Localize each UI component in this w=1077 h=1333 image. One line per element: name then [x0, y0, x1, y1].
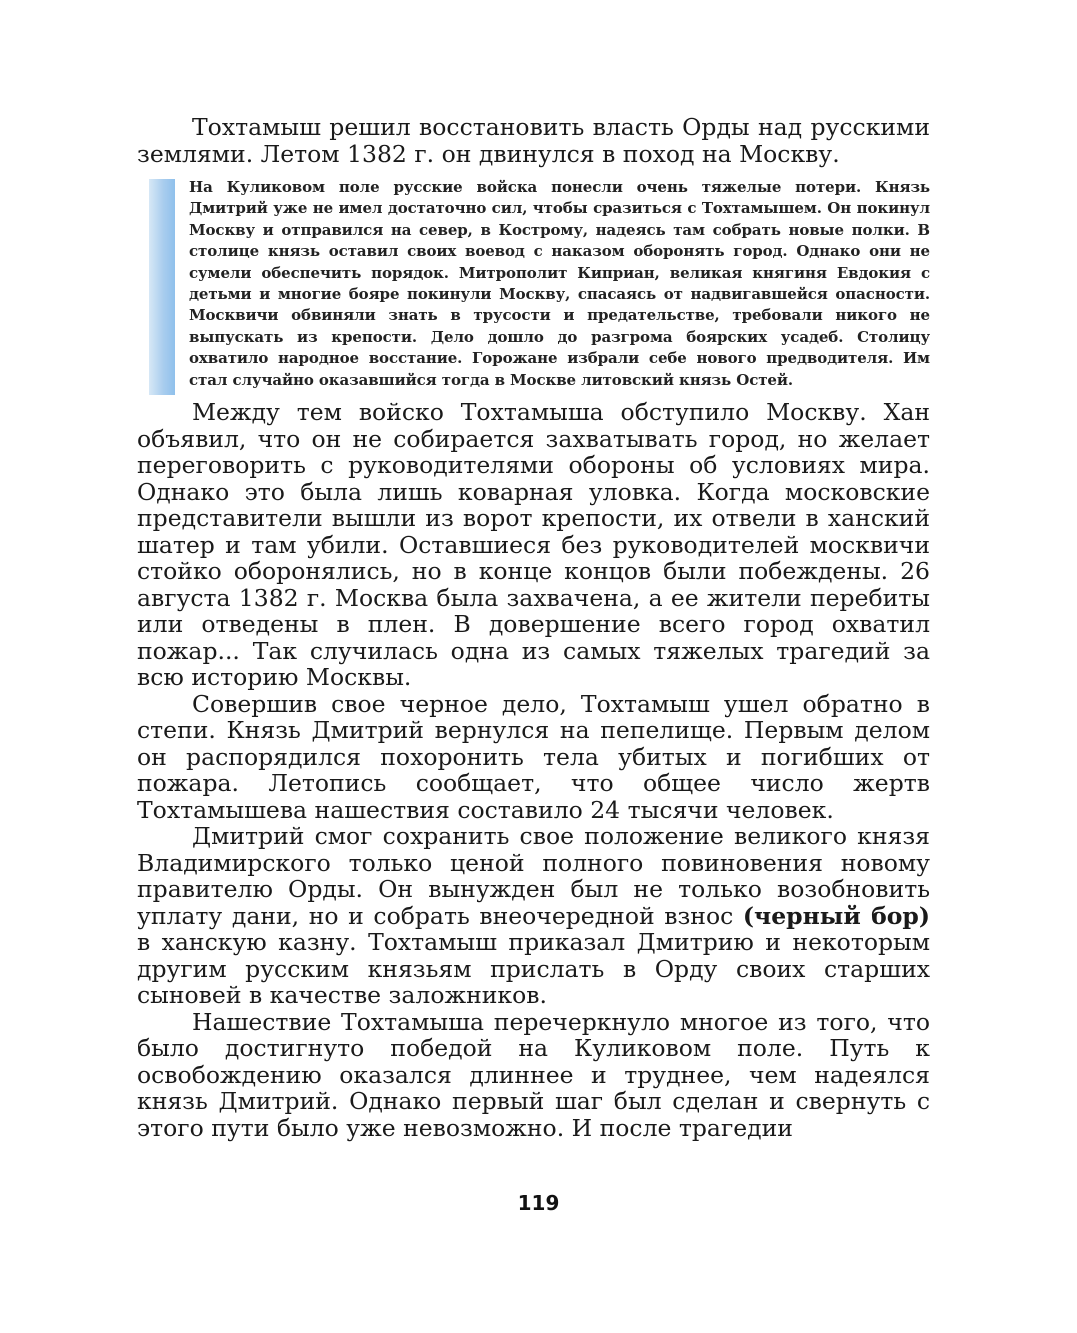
aside-block	[137, 177, 930, 391]
paragraph-siege-of-moscow: Между тем войско Тохтамыша обступило Москву. Хан объявил, что он не собирается захватывать город, но желает переговорить с руководителями обороны об условиях мира. Однако это была лишь коварная уловка. Когда московские представители вышли из ворот крепости, их отвели в ханский шатер и там убили. Оставшиеся без руководителей москвичи стойко оборонялись, но в конце концов были побеждены. 26 августа 1382 г. Москва была захвачена, а ее жители перебиты или отведены в плен. В довершение всего город охватил пожар... Так случилась одна из самых тяжелых трагедий за всю историю Москвы.	[137, 398, 930, 692]
aside-text: На Куликовом поле русские войска понесли очень тяжелые потери. Князь Дмитрий уже не имел достаточно сил, чтобы сразиться с Тохтамышем. Он покинул Москву и отправился на север, в Кострому, надеясь там собрать новые полки. В столице князь оставил своих воевод с наказом оборонять город. Однако они не сумели обеспечить порядок. Митрополит Киприан, великая княгиня Евдокия с детьми и многие бояре покинули Москву, спасаясь от надвигавшейся опасности. Москвичи обвиняли знать в трусости и предательстве, требовали никого не выпускать из крепости. Дело дошло до разгрома боярских усадеб. Столицу охватило народное восстание. Горожане избрали себе нового предводителя. Им стал случайно оказавшийся тогда в Москве литовский князь Остей.	[189, 178, 930, 389]
paragraph-aftermath: Совершив свое черное дело, Тохтамыш ушел обратно в степи. Князь Дмитрий вернулся на пепелище. Первым делом он распорядился похоронить тела убитых и погибших от пожара. Летопись сообщает, что общее число жертв Тохтамышева нашествия составило 24 тысячи человек.	[137, 689, 930, 824]
page-body	[137, 114, 930, 1141]
page-number: 119	[517, 1191, 560, 1215]
paragraph-submission-start: Дмитрий смог сохранить свое положение великого князя Владимирского только ценой полного повиновения новому правителю Орды. Он вынужден был не только возобновить уплату дани, но и собрать внеочередной взнос	[137, 822, 930, 930]
aside-marker-bar	[149, 179, 175, 395]
term-cherny-bor: (черный бор)	[742, 901, 930, 930]
paragraph-tokhtamysh-campaign: Тохтамыш решил восстановить власть Орды над русскими землями. Летом 1382 г. он двинулся в поход на Москву.	[137, 113, 930, 168]
paragraph-conclusion: Нашествие Тохтамыша перечеркнуло многое из того, что было достигнуто победой на Куликовом поле. Путь к освобождению оказался длиннее и труднее, чем надеялся князь Дмитрий. Однако первый шаг был сделан и свернуть с этого пути было уже невозможно. И после трагедии	[137, 1007, 930, 1142]
paragraph-submission-end: в ханскую казну. Тохтамыш приказал Дмитрию и некоторым другим русским князьям прислать в Орду своих старших сыновей в качестве заложников.	[137, 928, 930, 1010]
paragraph-submission	[137, 823, 930, 1009]
